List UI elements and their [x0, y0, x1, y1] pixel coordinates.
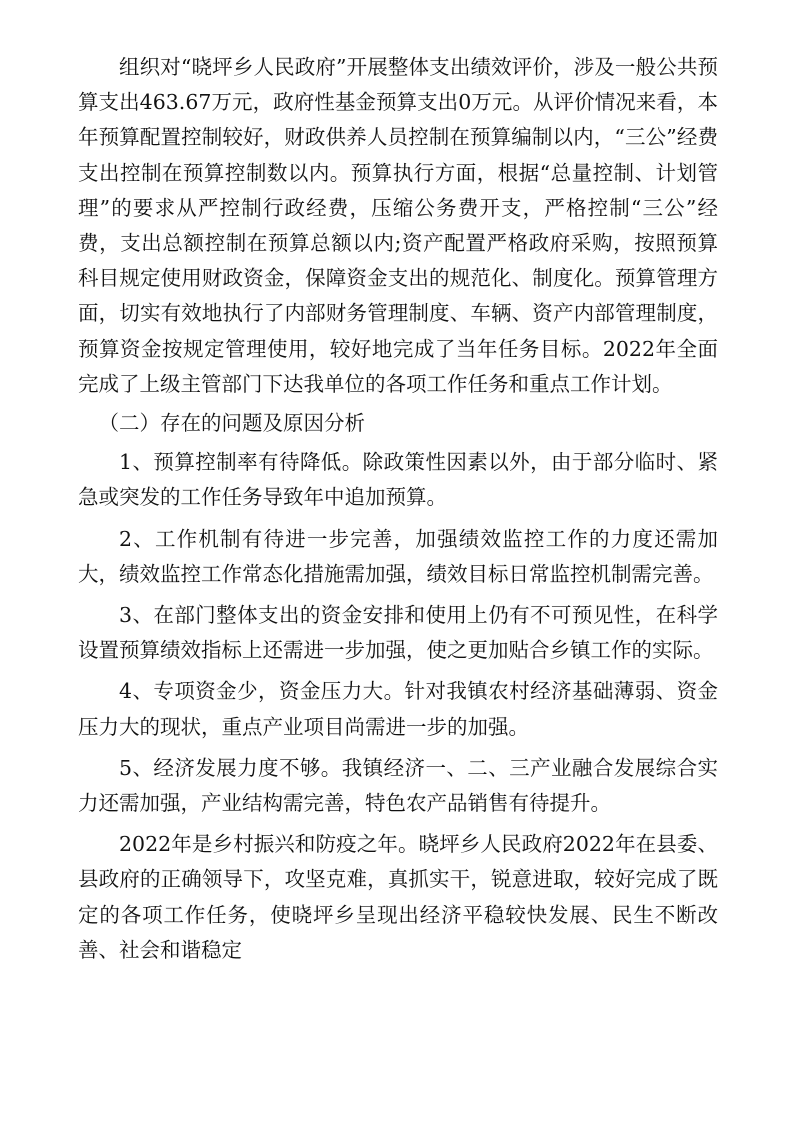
- issue-item-2: 2、工作机制有待进一步完善，加强绩效监控工作的力度还需加大，绩效监控工作常态化措施需加强，绩效目标日常监控机制需完善。: [78, 526, 718, 586]
- section-heading: （二）存在的问题及原因分析: [98, 411, 365, 436]
- closing-paragraph: 2022年是乡村振兴和防疫之年。晓坪乡人民政府2022年在县委、县政府的正确领导下，攻坚克难，真抓实干，锐意进取，较好完成了既定的各项工作任务，使晓坪乡呈现出经济平稳较快发展、民生不断改善、社会和谐稳定: [78, 832, 718, 962]
- document-body: [78, 50, 718, 968]
- issue-item-3: 3、在部门整体支出的资金安排和使用上仍有不可预见性，在科学设置预算绩效指标上还需进一步加强，使之更加贴合乡镇工作的实际。: [78, 603, 718, 663]
- issue-item-5: 5、经济发展力度不够。我镇经济一、二、三产业融合发展综合实力还需加强，产业结构需完善，特色农产品销售有待提升。: [78, 755, 718, 816]
- evaluation-paragraph: 组织对“晓坪乡人民政府”开展整体支出绩效评价，涉及一般公共预算支出463.67万元，政府性基金预算支出0万元。从评价情况来看，本年预算配置控制较好，财政供养人员控制在预算编制以内，“三公”经费支出控制在预算控制数以内。预算执行方面，根据“总量控制、计划管理”的要求从严控制行政经费，压缩公务费开支，严格控制“三公”经费，支出总额控制在预算总额以内;资产配置严格政府采购，按照预算科目规定使用财政资金，保障资金支出的规范化、制度化。预算管理方面，切实有效地执行了内部财务管理制度、车辆、资产内部管理制度，预算资金按规定管理使用，较好地完成了当年任务目标。2022年全面完成了上级主管部门下达我单位的各项工作任务和重点工作计划。: [78, 55, 718, 396]
- issue-item-4: 4、专项资金少，资金压力大。针对我镇农村经济基础薄弱、资金压力大的现状，重点产业项目尚需进一步的加强。: [78, 679, 718, 739]
- issue-item-1: 1、预算控制率有待降低。除政策性因素以外，由于部分临时、紧急或突发的工作任务导致年中追加预算。: [78, 450, 718, 510]
